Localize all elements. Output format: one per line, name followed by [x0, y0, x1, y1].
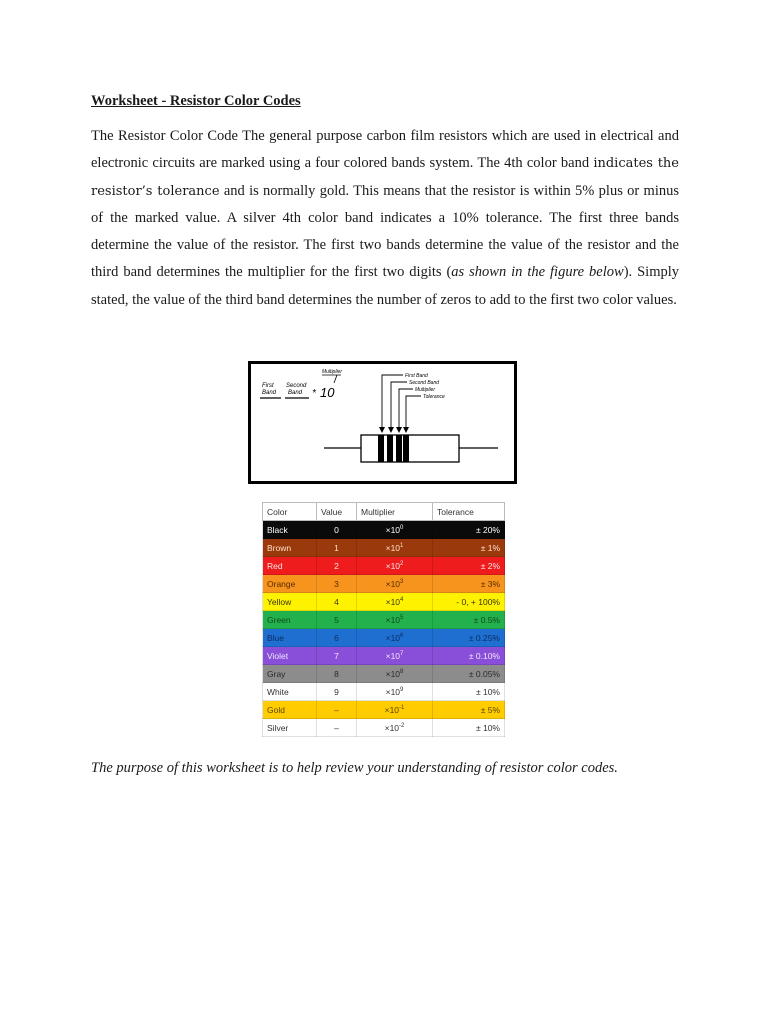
cell-tolerance: ± 0.10%: [433, 647, 505, 665]
table-row: [263, 575, 505, 593]
cell-tolerance: ± 10%: [433, 683, 505, 701]
cell-tolerance: ± 1%: [433, 539, 505, 557]
multiplier-base: ×10: [385, 668, 401, 679]
cell-value: 9: [317, 683, 357, 701]
intro-text-1: The Resistor Color Code The general purpose carbon film resistors which are used in electrical and electronic circuits are marked using a four colored bands system. The 4th color band: [91, 128, 679, 172]
cell-color: Gray: [263, 665, 317, 683]
cell-color: Silver: [263, 719, 317, 737]
cell-multiplier: [357, 665, 433, 683]
table-row: [263, 557, 505, 575]
cell-value: 7: [317, 647, 357, 665]
color-code-table-container: [262, 502, 504, 739]
intro-text-2: and is normally gold. This means that the resistor is within 5% plus or minus of the marked value. A silver 4th color band indicates a 10% tolerance. The first three bands determine the value of the resistor. The first two bands determine the value of the resistor and the third band determines the multiplier for the first two digits (: [91, 182, 679, 281]
cell-multiplier: [357, 539, 433, 557]
multiplier-base: ×10: [385, 578, 401, 589]
cell-multiplier: [357, 593, 433, 611]
resistor-body: [361, 435, 459, 462]
cell-color: Brown: [263, 539, 317, 557]
table-row: [263, 611, 505, 629]
header-tolerance: Tolerance: [433, 503, 505, 521]
formula-ten: 10: [320, 385, 335, 400]
intro-text-tolerance: indicates the resistor’s tolerance: [91, 156, 679, 199]
formula-first-band-line2: Band: [262, 390, 277, 396]
multiplier-exponent: 4: [400, 596, 404, 603]
header-color: Color: [263, 503, 317, 521]
table-row: [263, 683, 505, 701]
cell-multiplier: [357, 611, 433, 629]
purpose-statement: The purpose of this worksheet is to help review your understanding of resistor color codes.: [91, 760, 618, 776]
diagram-frame: [250, 363, 516, 483]
cell-color: Yellow: [263, 593, 317, 611]
cell-color: Violet: [263, 647, 317, 665]
cell-value: 2: [317, 557, 357, 575]
resistor-band-2: [387, 435, 393, 462]
multiplier-exponent: 8: [400, 668, 404, 675]
formula-second-band-line1: Second: [286, 383, 307, 389]
intro-text-figure-ref: as shown in the figure below: [451, 264, 624, 281]
cell-value: 8: [317, 665, 357, 683]
cell-tolerance: - 0, + 100%: [433, 593, 505, 611]
callout-multiplier: Multiplier: [415, 387, 436, 393]
table-row: [263, 593, 505, 611]
multiplier-base: ×10: [385, 596, 401, 607]
cell-multiplier: [357, 647, 433, 665]
cell-value: 5: [317, 611, 357, 629]
multiplier-exponent: 6: [400, 632, 404, 639]
multiplier-base: ×10: [385, 524, 401, 535]
cell-tolerance: ± 0.5%: [433, 611, 505, 629]
resistor-band-1: [378, 435, 384, 462]
cell-color: Black: [263, 521, 317, 539]
cell-color: Blue: [263, 629, 317, 647]
cell-value: 1: [317, 539, 357, 557]
cell-tolerance: ± 0.05%: [433, 665, 505, 683]
formula-second-band-line2: Band: [288, 390, 303, 396]
cell-color: Red: [263, 557, 317, 575]
color-code-table: [262, 502, 505, 737]
multiplier-base: ×10: [385, 614, 401, 625]
formula-multiplier-label: Multiplier: [322, 369, 343, 375]
multiplier-exponent: -1: [399, 704, 405, 711]
multiplier-exponent: 3: [400, 578, 404, 585]
multiplier-base: ×10: [385, 650, 401, 661]
formula-first-band-line1: First: [262, 383, 274, 389]
callout-second-band: Second Band: [409, 380, 440, 386]
cell-value: –: [317, 701, 357, 719]
cell-color: White: [263, 683, 317, 701]
callout-tolerance: Tolerance: [423, 394, 445, 400]
intro-paragraph: [91, 123, 679, 314]
cell-tolerance: ± 3%: [433, 575, 505, 593]
multiplier-base: ×10: [384, 704, 400, 715]
header-multiplier: Multiplier: [357, 503, 433, 521]
cell-color: Gold: [263, 701, 317, 719]
multiplier-base: ×10: [385, 632, 401, 643]
cell-value: 3: [317, 575, 357, 593]
cell-value: 0: [317, 521, 357, 539]
cell-value: 6: [317, 629, 357, 647]
table-row: [263, 539, 505, 557]
cell-multiplier: [357, 629, 433, 647]
cell-tolerance: ± 0.25%: [433, 629, 505, 647]
table-row: [263, 701, 505, 719]
multiplier-exponent: 2: [400, 560, 404, 567]
table-body: [263, 521, 505, 737]
table-row: [263, 665, 505, 683]
multiplier-exponent: -2: [399, 722, 405, 729]
intro-text-3: ). Simply stated, the value of the third band determines the number of zeros to add to the first two color values.: [91, 264, 679, 308]
table-row: [263, 647, 505, 665]
cell-value: 4: [317, 593, 357, 611]
cell-tolerance: ± 10%: [433, 719, 505, 737]
multiplier-base: ×10: [384, 722, 400, 733]
worksheet-title: Worksheet - Resistor Color Codes: [91, 93, 301, 109]
cell-tolerance: ± 20%: [433, 521, 505, 539]
table-header-row: [263, 503, 505, 521]
multiplier-exponent: 7: [400, 650, 404, 657]
cell-tolerance: ± 2%: [433, 557, 505, 575]
multiplier-exponent: 1: [400, 542, 404, 549]
table-row: [263, 521, 505, 539]
cell-multiplier: [357, 575, 433, 593]
table-row: [263, 629, 505, 647]
resistor-band-diagram: [248, 361, 517, 484]
multiplier-base: ×10: [385, 542, 401, 553]
cell-color: Green: [263, 611, 317, 629]
formula-times: *: [312, 388, 316, 399]
cell-multiplier: [357, 521, 433, 539]
multiplier-base: ×10: [385, 560, 401, 571]
cell-multiplier: [357, 557, 433, 575]
resistor-band-4: [403, 435, 409, 462]
cell-tolerance: ± 5%: [433, 701, 505, 719]
table-row: [263, 719, 505, 737]
resistor-band-3: [396, 435, 402, 462]
header-value: Value: [317, 503, 357, 521]
cell-multiplier: [357, 719, 433, 737]
cell-value: –: [317, 719, 357, 737]
multiplier-exponent: 5: [400, 614, 404, 621]
callout-first-band: First Band: [405, 373, 428, 379]
cell-color: Orange: [263, 575, 317, 593]
multiplier-base: ×10: [385, 686, 401, 697]
cell-multiplier: [357, 701, 433, 719]
cell-multiplier: [357, 683, 433, 701]
multiplier-exponent: 9: [400, 686, 404, 693]
multiplier-exponent: 0: [400, 524, 404, 531]
